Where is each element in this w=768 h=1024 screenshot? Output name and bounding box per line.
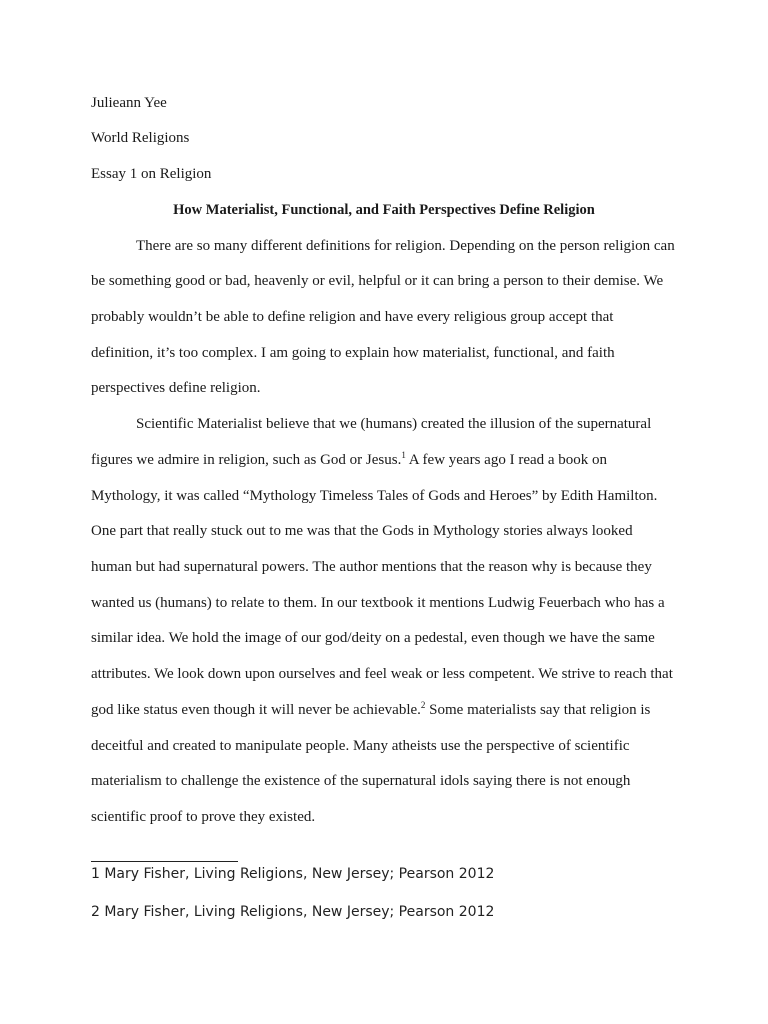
course-name: World Religions <box>91 130 190 146</box>
footnote-1: 1 Mary Fisher, Living Religions, New Jersey; Pearson 2012 <box>91 866 495 882</box>
paragraph-line: There are so many different definitions for religion. Depending on the person religion can <box>136 238 675 254</box>
assignment-name: Essay 1 on Religion <box>91 166 212 182</box>
footnote-separator <box>91 861 238 862</box>
paragraph-line: materialism to challenge the existence of the supernatural idols saying there is not enough <box>91 773 631 789</box>
paragraph-line: wanted us (humans) to relate to them. In our textbook it mentions Ludwig Feuerbach who has a <box>91 595 665 611</box>
paragraph-line: human but had supernatural powers. The author mentions that the reason why is because they <box>91 559 652 575</box>
paragraph-line: definition, it’s too complex. I am going to explain how materialist, functional, and faith <box>91 345 615 361</box>
line-text: figures we admire in religion, such as God or Jesus. <box>91 452 402 468</box>
paragraph-line: attributes. We look down upon ourselves and feel weak or less competent. We strive to reach that <box>91 666 673 682</box>
paragraph-line: be something good or bad, heavenly or evil, helpful or it can bring a person to their demise. We <box>91 273 664 289</box>
essay-title: How Materialist, Functional, and Faith Perspectives Define Religion <box>173 202 595 218</box>
footnote-ref-1: 1 <box>401 450 406 460</box>
line-text: Some materialists say that religion is <box>425 702 651 718</box>
author-name: Julieann Yee <box>91 95 167 111</box>
paragraph-line: One part that really stuck out to me was that the Gods in Mythology stories always looked <box>91 523 633 539</box>
paragraph-line <box>91 701 650 719</box>
paragraph-line: perspectives define religion. <box>91 380 261 396</box>
paragraph-line: Mythology, it was called “Mythology Timeless Tales of Gods and Heroes” by Edith Hamilton. <box>91 488 658 504</box>
paragraph-line <box>91 451 607 469</box>
paragraph-line: deceitful and created to manipulate people. Many atheists use the perspective of scientific <box>91 738 630 754</box>
line-text: A few years ago I read a book on <box>405 452 608 468</box>
paragraph-line: scientific proof to prove they existed. <box>91 809 316 825</box>
line-text: god like status even though it will never be achievable. <box>91 702 421 718</box>
paragraph-line: probably wouldn’t be able to define religion and have every religious group accept that <box>91 309 614 325</box>
paragraph-line: similar idea. We hold the image of our god/deity on a pedestal, even though we have the same <box>91 630 655 646</box>
footnote-ref-2: 2 <box>420 700 426 710</box>
paragraph-line: Scientific Materialist believe that we (humans) created the illusion of the supernatural <box>136 416 652 432</box>
footnote-2: 2 Mary Fisher, Living Religions, New Jersey; Pearson 2012 <box>91 904 495 920</box>
